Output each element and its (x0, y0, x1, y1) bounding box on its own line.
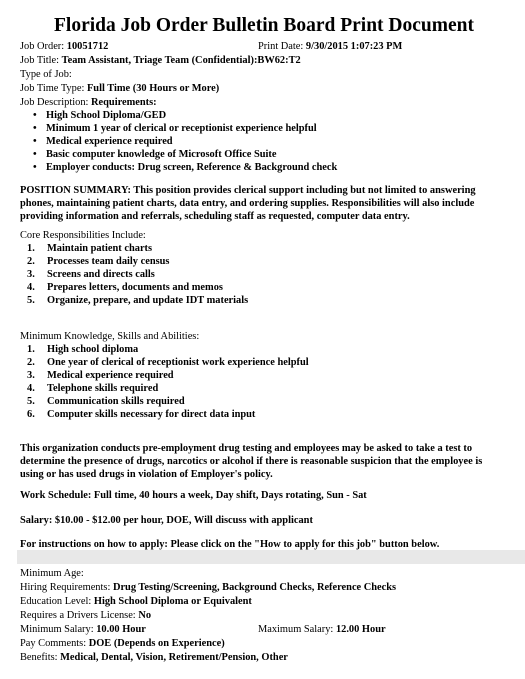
item-number: 6. (27, 409, 35, 421)
item-text: Medical experience required (47, 370, 174, 382)
job-description-label: Job Description: (20, 97, 89, 108)
job-time-type-value: Full Time (30 Hours or More) (86, 83, 220, 94)
item-text: Communication skills required (47, 396, 185, 408)
list-item (20, 281, 248, 294)
hiring-requirements-line (20, 581, 396, 594)
list-item (20, 356, 309, 369)
document-title: Florida Job Order Bulletin Board Print Document (54, 15, 474, 36)
ksa-list (20, 343, 309, 422)
item-number: 5. (27, 295, 35, 307)
list-item (20, 408, 309, 421)
education-level-label: Education Level: (20, 596, 92, 607)
maximum-salary-label: Maximum Salary: (258, 624, 334, 635)
drivers-license-line (20, 609, 151, 622)
requirements-heading: Requirements: (91, 97, 157, 108)
job-order-value: 10051712 (66, 41, 109, 52)
minimum-salary-line (20, 623, 146, 636)
item-number: 1. (27, 243, 35, 254)
drivers-license-value: No (138, 610, 152, 621)
item-number: 5. (27, 396, 35, 408)
job-title-label: Job Title: (20, 55, 59, 66)
print-date-value: 9/30/2015 1:07:23 PM (305, 41, 403, 52)
education-level-line (20, 595, 252, 608)
list-item (20, 343, 309, 356)
item-text: Prepares letters, documents and memos (47, 282, 223, 294)
list-item (20, 294, 248, 307)
list-item (20, 382, 309, 395)
hiring-requirements-label: Hiring Requirements: (20, 582, 111, 593)
item-text: Telephone skills required (47, 383, 159, 395)
list-item: • Employer conducts: Drug screen, Reference & Background check (20, 161, 337, 174)
education-level-value: High School Diploma or Equivalent (93, 596, 252, 607)
job-order-line (20, 40, 108, 53)
job-description-line (20, 96, 157, 109)
print-date-label: Print Date: (258, 41, 304, 52)
list-item (20, 268, 248, 281)
pay-comments-line (20, 637, 225, 650)
item-text: One year of clerical of receptionist work experience helpful (47, 357, 309, 369)
list-item: • Medical experience required (20, 135, 337, 148)
pay-comments-label: Pay Comments: (20, 638, 87, 649)
item-number: 3. (27, 370, 35, 382)
minimum-age-line (20, 567, 84, 580)
hiring-requirements-value: Drug Testing/Screening, Background Checks, Reference Checks (112, 582, 397, 593)
maximum-salary-line (258, 623, 386, 636)
minimum-age-label: Minimum Age: (20, 568, 84, 579)
item-number: 4. (27, 282, 35, 294)
item-text: Organize, prepare, and update IDT materials (47, 295, 249, 307)
salary-line: Salary: $10.00 - $12.00 per hour, DOE, Will discuss with applicant (20, 515, 313, 526)
list-item (20, 369, 309, 382)
job-title-value: Team Assistant, Triage Team (Confidential):BW62:T2 (61, 55, 301, 66)
job-time-type-label: Job Time Type: (20, 83, 85, 94)
job-title-line (20, 54, 301, 67)
list-item: • Minimum 1 year of clerical or receptionist experience helpful (20, 122, 337, 135)
position-summary: POSITION SUMMARY: This position provides clerical support including but not limited to answering phones, maintaining patient charts, data entry, and ordering supplies. Responsibilities will also include providing information and referrals, scheduling staff as requested, computer data entry. (20, 185, 476, 223)
work-schedule: Work Schedule: Full time, 40 hours a week, Day shift, Days rotating, Sun - Sat (20, 490, 367, 501)
minimum-salary-label: Minimum Salary: (20, 624, 94, 635)
ksa-heading: Minimum Knowledge, Skills and Abilities: (20, 331, 200, 342)
item-number: 2. (27, 256, 35, 268)
type-of-job-label: Type of Job: (20, 69, 72, 80)
drivers-license-label: Requires a Drivers License: (20, 610, 136, 621)
benefits-value: Medical, Dental, Vision, Retirement/Pension, Other (60, 652, 288, 663)
list-item (20, 242, 248, 255)
pay-comments-value: DOE (Depends on Experience) (88, 638, 225, 649)
item-text: High school diploma (47, 344, 139, 355)
type-of-job-line (20, 68, 72, 81)
shaded-divider (17, 550, 525, 564)
requirements-list (20, 109, 337, 174)
job-time-type-line (20, 82, 219, 95)
item-number: 4. (27, 383, 35, 395)
apply-instructions: For instructions on how to apply: Please click on the "How to apply for this job" button below. (20, 539, 440, 550)
item-text: Screens and directs calls (47, 269, 155, 281)
list-item (20, 255, 248, 268)
item-number: 2. (27, 357, 35, 369)
benefits-label: Benefits: (20, 652, 58, 663)
core-responsibilities-list (20, 242, 248, 307)
drug-testing-notice: This organization conducts pre-employment drug testing and employees may be asked to take a test to determine the presence of drugs, narcotics or alcohol if there is reasonable suspicion that the employee is using or has used drugs in violation of Employer's policy. (20, 443, 483, 481)
list-item: • Basic computer knowledge of Microsoft Office Suite (20, 148, 337, 161)
item-text: Processes team daily census (47, 256, 170, 268)
list-item: • High School Diploma/GED (20, 109, 337, 122)
maximum-salary-value: 12.00 Hour (335, 624, 386, 635)
print-date-line (258, 40, 402, 53)
core-responsibilities-heading: Core Responsibilities Include: (20, 230, 146, 241)
item-number: 1. (27, 344, 35, 355)
benefits-line (20, 651, 288, 664)
minimum-salary-value: 10.00 Hour (96, 624, 146, 635)
item-number: 3. (27, 269, 35, 281)
item-text: Maintain patient charts (47, 243, 153, 254)
job-order-label: Job Order: (20, 41, 65, 52)
item-text: Computer skills necessary for direct data input (47, 409, 256, 421)
list-item (20, 395, 309, 408)
